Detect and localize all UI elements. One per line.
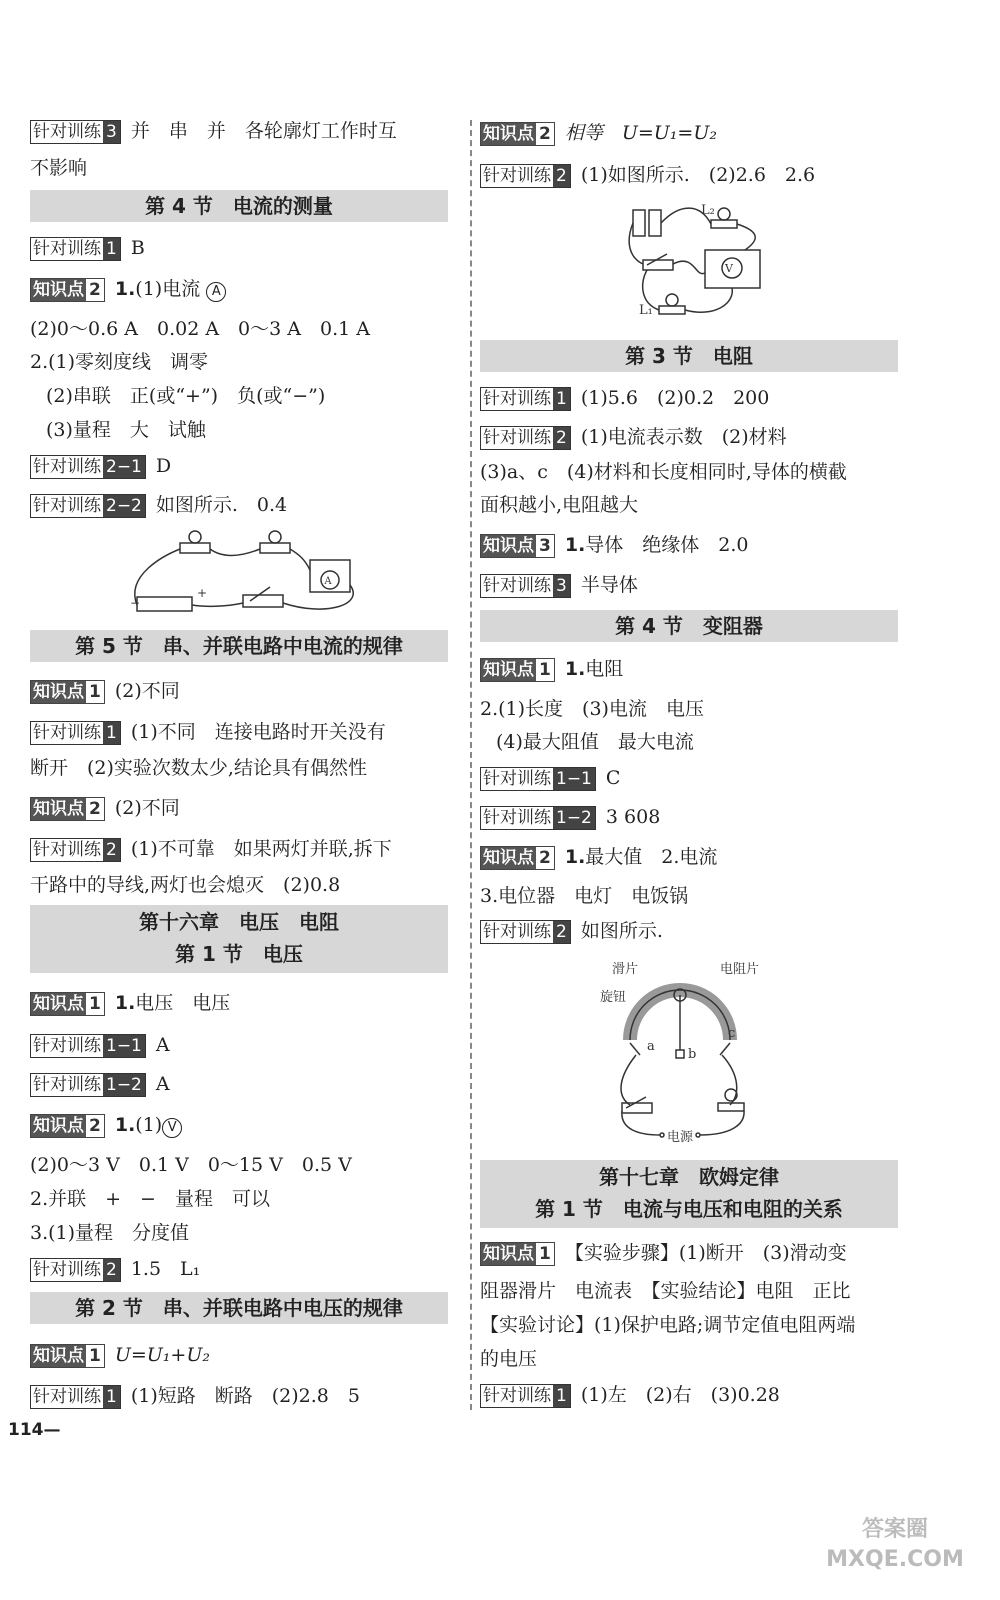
tag-practice: 针对训练 1−2 xyxy=(30,1073,146,1097)
tag-practice: 针对训练 2 xyxy=(30,1258,121,1282)
answer-line: 3.电位器 电灯 电饭锅 xyxy=(480,885,689,907)
section-heading: 第 2 节 串、并联电路中电压的规律 xyxy=(30,1292,448,1324)
svg-text:V: V xyxy=(725,262,733,275)
circuit-diagram-voltmeter xyxy=(625,198,775,326)
tag-knowledge: 知识点 3 xyxy=(480,534,555,558)
answer-line: 针对训练 1 (1)左 (2)右 (3)0.28 xyxy=(480,1382,780,1408)
answer-line: 断开 (2)实验次数太少,结论具有偶然性 xyxy=(30,757,367,779)
answer-line: 针对训练 3 半导体 xyxy=(480,572,638,598)
potentiometer-diagram xyxy=(600,955,820,1150)
svg-text:−: − xyxy=(130,596,141,610)
tag-practice: 针对训练 1 xyxy=(30,237,121,261)
page-number: 114— xyxy=(8,1420,61,1440)
answer-line: (3)a、c (4)材料和长度相同时,导体的横截 xyxy=(480,461,847,483)
section-heading: 第 4 节 电流的测量 xyxy=(30,190,448,222)
label-power: 电源 xyxy=(667,1130,694,1145)
watermark: 答案圈 MXQE.COM xyxy=(826,1517,964,1572)
section-title: 第 1 节 电流与电压和电阻的关系 xyxy=(535,1197,843,1221)
answer-line: 阻器滑片 电流表 【实验结论】电阻 正比 xyxy=(480,1280,851,1302)
label-c: c xyxy=(728,1026,736,1041)
chapter-heading xyxy=(480,1160,898,1228)
label-a: a xyxy=(647,1039,655,1054)
answer-line: 针对训练 1−2 A xyxy=(30,1071,170,1097)
column-divider xyxy=(470,120,472,1410)
answer-line: 3.(1)量程 分度值 xyxy=(30,1222,190,1244)
tag-practice: 针对训练 2 xyxy=(480,164,571,188)
tag-knowledge: 知识点 2 xyxy=(480,122,555,146)
circuit-diagram-series-ammeter xyxy=(125,525,375,620)
tag-practice: 针对训练 1 xyxy=(480,387,571,411)
answer-line: 知识点 1 1.电压 电压 xyxy=(30,990,230,1016)
answer-line: 知识点 3 1.导体 绝缘体 2.0 xyxy=(480,532,749,558)
answer-line: 针对训练 1 B xyxy=(30,235,145,261)
answer-line: 知识点 2 1.最大值 2.电流 xyxy=(480,844,717,870)
answer-line: 2.(1)长度 (3)电流 电压 xyxy=(480,698,704,720)
chapter-title: 第十七章 欧姆定律 xyxy=(599,1165,779,1189)
answer-line: 针对训练 1−1 A xyxy=(30,1032,170,1058)
section-heading: 第 5 节 串、并联电路中电流的规律 xyxy=(30,630,448,662)
tag-practice: 针对训练 1−1 xyxy=(30,1034,146,1058)
tag-practice: 针对训练 2 xyxy=(480,426,571,450)
answer-line: 针对训练 1 (1)不同 连接电路时开关没有 xyxy=(30,719,386,745)
lamp-label-l1: L₁ xyxy=(639,303,653,318)
answer-line: (4)最大阻值 最大电流 xyxy=(496,731,694,753)
tag-practice: 针对训练 3 xyxy=(30,120,121,144)
tag-practice: 针对训练 1−2 xyxy=(480,806,596,830)
answer-line: 2.(1)零刻度线 调零 xyxy=(30,351,209,373)
answer-line: 针对训练 1−2 3 608 xyxy=(480,804,660,830)
answer-line: 干路中的导线,两灯也会熄灭 (2)0.8 xyxy=(30,874,341,896)
section-heading: 第 3 节 电阻 xyxy=(480,340,898,372)
tag-practice: 针对训练 2 xyxy=(30,838,121,862)
answer-line: 【实验讨论】(1)保护电路;调节定值电阻两端 xyxy=(480,1314,856,1336)
voltmeter-symbol-icon: V xyxy=(162,1118,182,1138)
answer-line: 知识点 1 (2)不同 xyxy=(30,678,180,704)
tag-practice: 针对训练 3 xyxy=(480,574,571,598)
tag-knowledge: 知识点 2 xyxy=(30,1114,105,1138)
tag-practice: 针对训练 1 xyxy=(30,1385,121,1409)
label-knob: 旋钮 xyxy=(600,990,627,1005)
label-resistor: 电阻片 xyxy=(720,962,760,977)
tag-knowledge: 知识点 1 xyxy=(30,1344,105,1368)
answer-line: (3)量程 大 试触 xyxy=(46,419,206,441)
ammeter-symbol-icon: A xyxy=(206,282,226,302)
answer-line: 知识点 2 (2)不同 xyxy=(30,795,180,821)
tag-knowledge: 知识点 2 xyxy=(480,846,555,870)
answer-line: 针对训练 2−1 D xyxy=(30,453,171,479)
answer-line: 面积越小,电阻越大 xyxy=(480,494,639,516)
tag-practice: 针对训练 1 xyxy=(30,721,121,745)
answer-line: 针对训练 1 (1)短路 断路 (2)2.8 5 xyxy=(30,1383,360,1409)
tag-knowledge: 知识点 1 xyxy=(480,1242,555,1266)
answer-line: 针对训练 2 如图所示. xyxy=(480,918,663,944)
chapter-title: 第十六章 电压 电阻 xyxy=(139,910,339,934)
chapter-heading xyxy=(30,905,448,973)
answer-line: 针对训练 1−1 C xyxy=(480,765,620,791)
section-title: 第 1 节 电压 xyxy=(175,942,303,966)
answer-line: (2)0～0.6 A 0.02 A 0～3 A 0.1 A xyxy=(30,318,370,340)
answer-line: (2)0～3 V 0.1 V 0～15 V 0.5 V xyxy=(30,1154,352,1176)
label-slider: 滑片 xyxy=(612,962,639,977)
answer-line: 针对训练 2−2 如图所示. 0.4 xyxy=(30,492,287,518)
tag-knowledge: 知识点 1 xyxy=(30,992,105,1016)
tag-practice: 针对训练 1−1 xyxy=(480,767,596,791)
answer-line: 知识点 2 1.(1) V xyxy=(30,1112,182,1138)
answer-line: 知识点 2 1.(1)电流 A xyxy=(30,276,226,302)
lamp-label-l2: L₂ xyxy=(701,203,715,218)
svg-text:+: + xyxy=(197,586,208,600)
answer-line: 不影响 xyxy=(30,157,88,179)
answer-line: 的电压 xyxy=(480,1348,538,1370)
answer-line: 针对训练 2 1.5 L₁ xyxy=(30,1256,200,1282)
section-heading: 第 4 节 变阻器 xyxy=(480,610,898,642)
answer-line: 2.并联 + − 量程 可以 xyxy=(30,1188,270,1210)
answer-line: 知识点 2 相等 U=U₁=U₂ xyxy=(480,120,717,146)
tag-knowledge: 知识点 1 xyxy=(30,680,105,704)
answer-line: (2)串联 正(或“+”) 负(或“−”) xyxy=(46,385,326,407)
answer-line: 知识点 1 【实验步骤】(1)断开 (3)滑动变 xyxy=(480,1240,847,1266)
answer-line: 针对训练 2 (1)不可靠 如果两灯并联,拆下 xyxy=(30,836,392,862)
answer-line: 针对训练 2 (1)电流表示数 (2)材料 xyxy=(480,424,787,450)
answer-line: 针对训练 2 (1)如图所示. (2)2.6 2.6 xyxy=(480,162,815,188)
answer-line: 针对训练 1 (1)5.6 (2)0.2 200 xyxy=(480,385,769,411)
answer-line: 针对训练 3 并 串 并 各轮廓灯工作时互 xyxy=(30,118,397,144)
answer-line: 知识点 1 1.电阻 xyxy=(480,656,623,682)
tag-practice: 针对训练 2−2 xyxy=(30,494,146,518)
svg-text:A: A xyxy=(324,576,332,587)
tag-knowledge: 知识点 2 xyxy=(30,278,105,302)
tag-practice: 针对训练 1 xyxy=(480,1384,571,1408)
tag-knowledge: 知识点 2 xyxy=(30,797,105,821)
tag-practice: 针对训练 2 xyxy=(480,920,571,944)
tag-knowledge: 知识点 1 xyxy=(480,658,555,682)
answer-line: 知识点 1 U=U₁+U₂ xyxy=(30,1342,210,1368)
label-b: b xyxy=(688,1047,697,1062)
tag-practice: 针对训练 2−1 xyxy=(30,455,146,479)
